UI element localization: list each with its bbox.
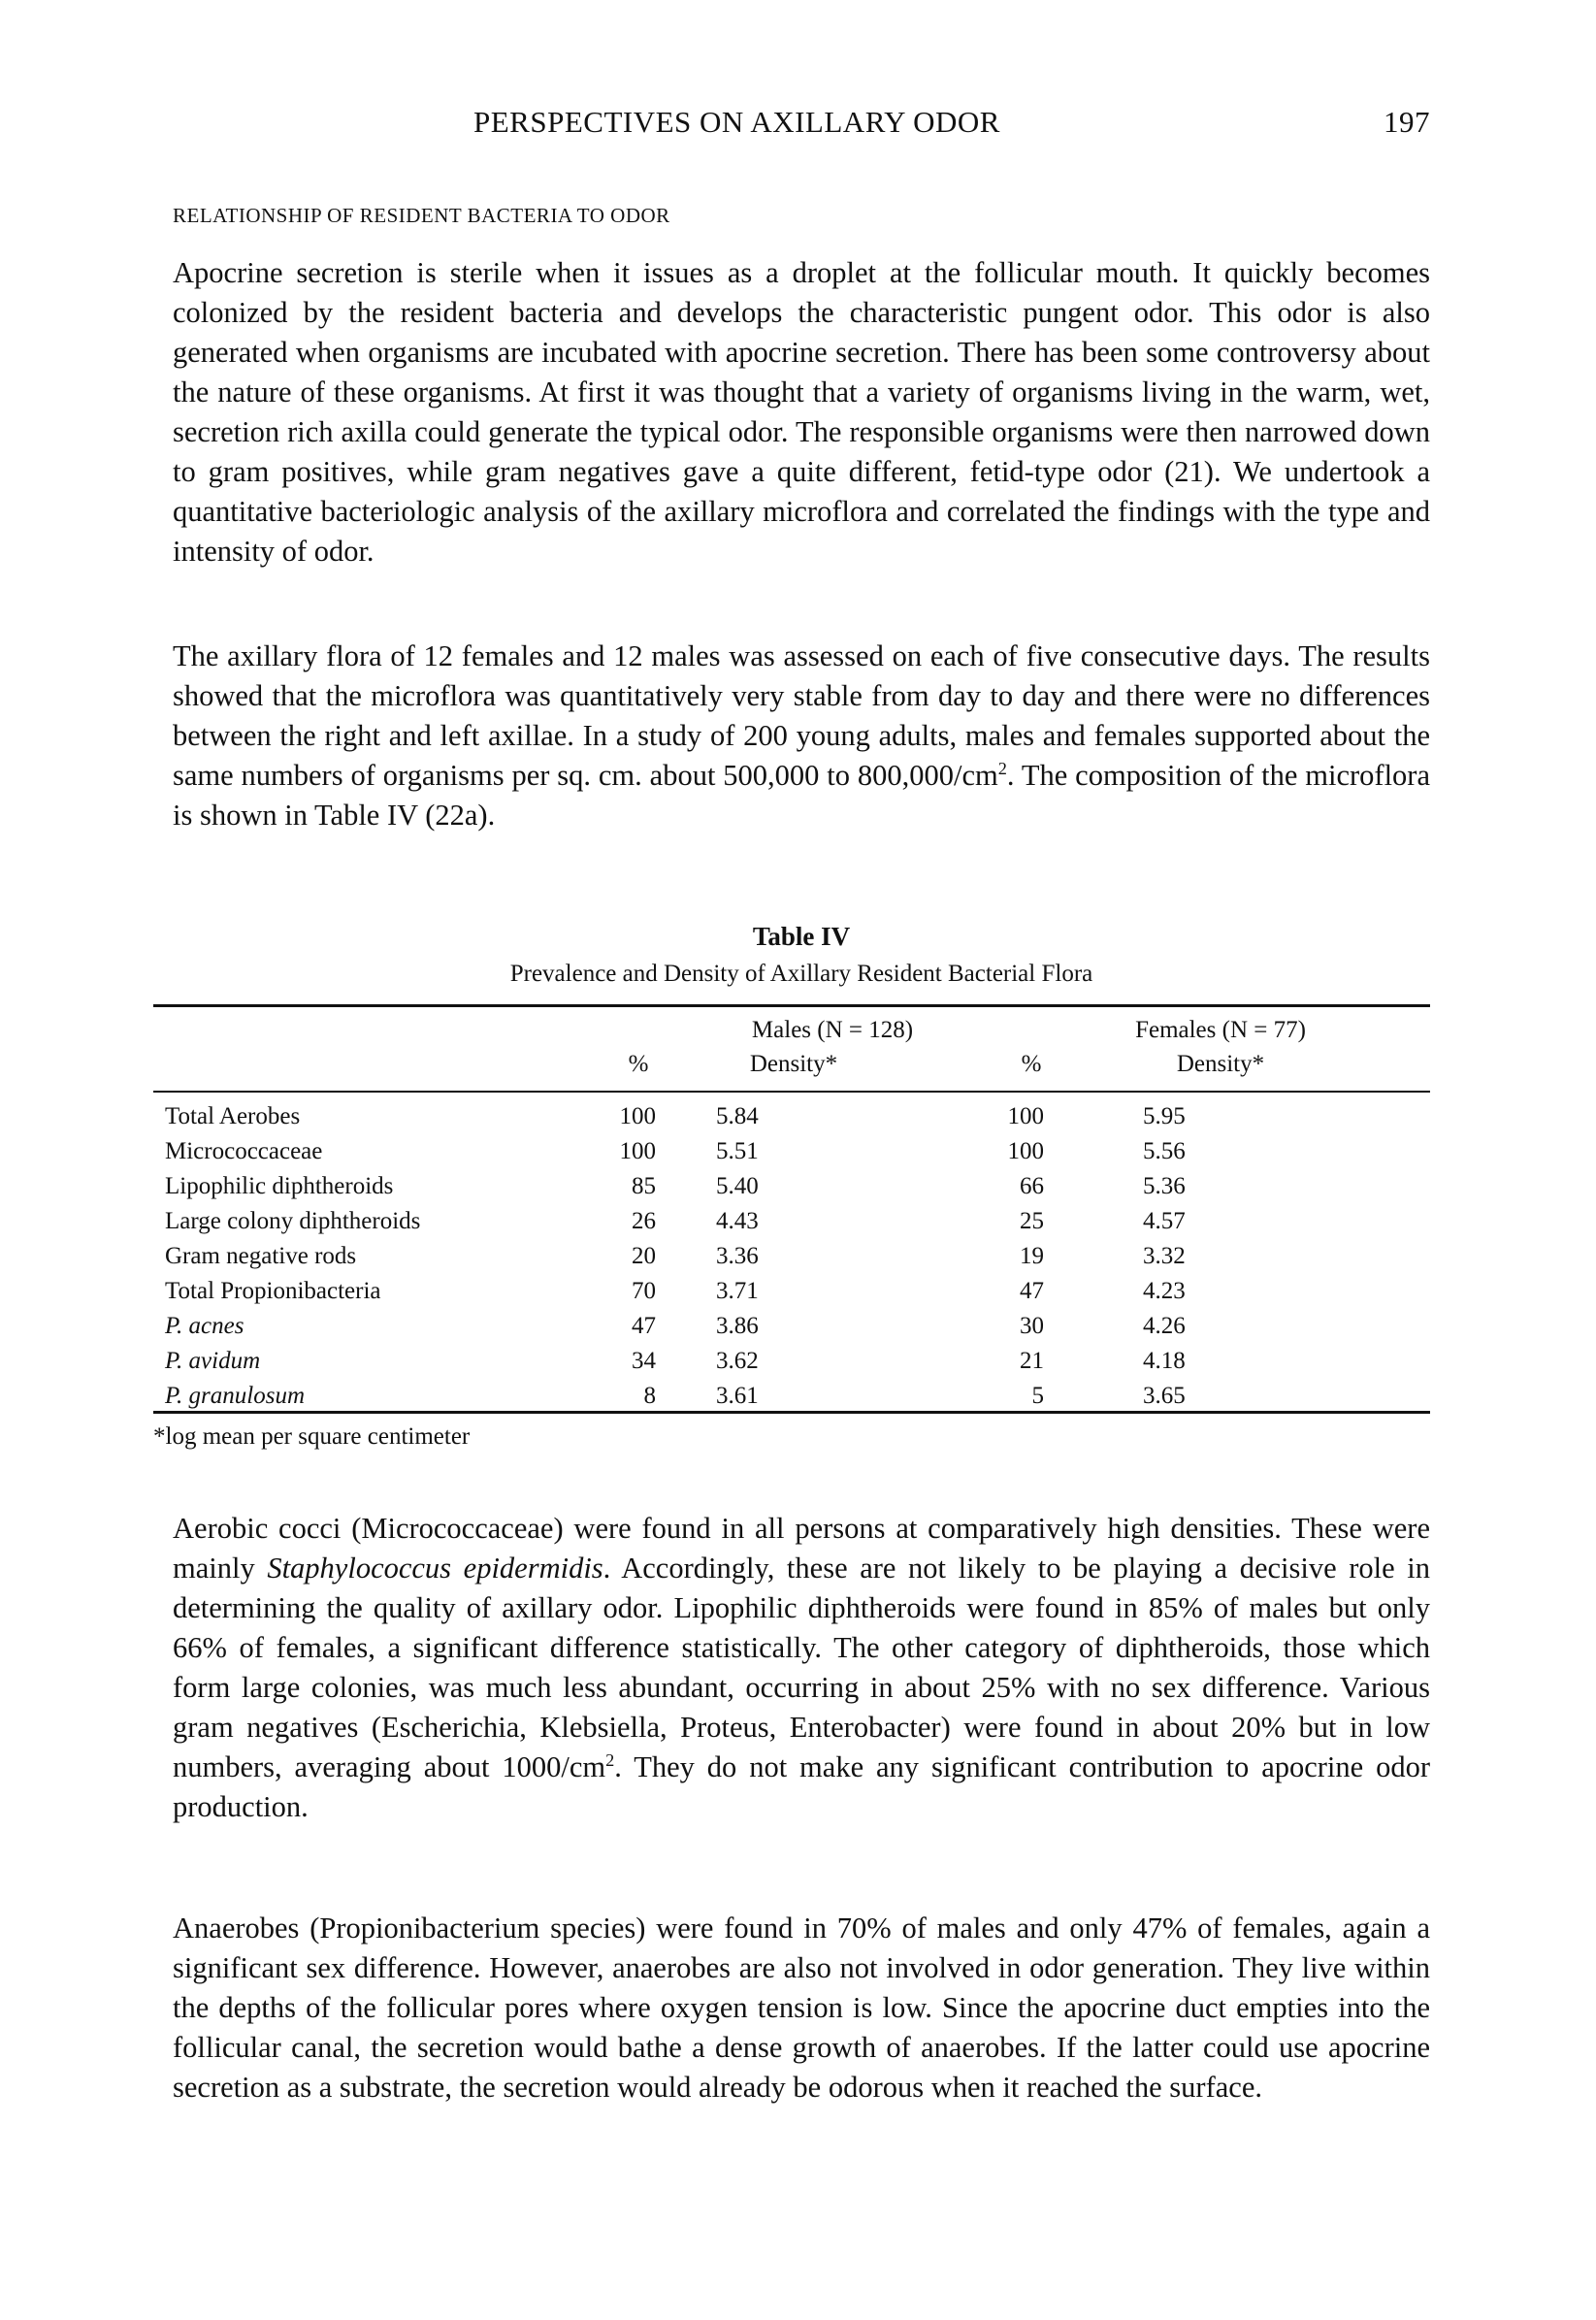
cell-m-den: 5.51: [716, 1138, 759, 1164]
cell-m-pct: 100: [619, 1138, 656, 1164]
cell-f-pct: 5: [1031, 1383, 1044, 1409]
cell-m-den: 3.71: [716, 1278, 759, 1304]
cell-m-pct: 100: [619, 1103, 656, 1129]
cell-f-den: 4.26: [1143, 1313, 1186, 1339]
males-pct-header: %: [628, 1051, 649, 1077]
cell-m-den: 3.61: [716, 1383, 759, 1409]
cell-f-den: 5.95: [1143, 1103, 1186, 1129]
table-body: [165, 1099, 1430, 1414]
cell-f-pct: 30: [1020, 1313, 1044, 1339]
males-group-header: Males (N = 128): [751, 1017, 914, 1043]
cell-m-pct: 85: [632, 1173, 656, 1199]
cell-f-den: 4.23: [1143, 1278, 1186, 1304]
cell-name: P. granulosum: [165, 1383, 306, 1409]
table-row: [165, 1204, 1430, 1239]
cell-f-den: 4.18: [1143, 1348, 1186, 1374]
cell-name: Micrococcaceae: [165, 1138, 323, 1164]
table-row: [165, 1169, 1430, 1204]
paragraph-3-text-end: . They do not make any significant contribution to apocrine odor production.: [173, 1750, 1431, 1823]
cell-f-pct: 25: [1020, 1208, 1044, 1234]
species-name: Staphylococcus epidermidis: [267, 1552, 603, 1585]
cell-f-pct: 19: [1020, 1243, 1044, 1269]
table-row: [165, 1309, 1430, 1344]
paragraph-3-text: Aerobic cocci (Micrococcaceae) were found in all persons at comparatively high densities. These were mainly: [173, 1512, 1430, 1585]
table-row: [165, 1344, 1430, 1379]
paragraph-2-text: The axillary flora of 12 females and 12 males was assessed on each of five consecutive days. The results showed that the microflora was quantitatively very stable from day to day and there were no differences between the right and left axillae. In a study of 200 young adults, males and females supported about the same numbers of organisms per sq. cm. about 500,000 to 800,000/cm: [173, 639, 1430, 792]
cell-m-den: 3.86: [716, 1313, 759, 1339]
table-row: [165, 1274, 1430, 1309]
table-row: [165, 1379, 1430, 1414]
females-group-header: Females (N = 77): [1135, 1017, 1306, 1043]
running-head: [173, 105, 1430, 144]
running-title: PERSPECTIVES ON AXILLARY ODOR: [473, 105, 1000, 139]
table-header-rule: [153, 1091, 1430, 1093]
cell-name: P. acnes: [165, 1313, 244, 1339]
cell-m-pct: 70: [632, 1278, 656, 1304]
cell-f-pct: 100: [1007, 1138, 1044, 1164]
cell-f-pct: 47: [1020, 1278, 1044, 1304]
cell-f-den: 4.57: [1143, 1208, 1186, 1234]
cell-f-den: 3.65: [1143, 1383, 1186, 1409]
females-pct-header: %: [1021, 1051, 1042, 1077]
males-density-header: Density*: [749, 1051, 838, 1077]
superscript: 2: [605, 1749, 615, 1770]
cell-name: Large colony diphtheroids: [165, 1208, 421, 1234]
paragraph-2-text-end: . The composition of the microflora is shown in Table IV (22a).: [173, 759, 1430, 832]
cell-m-pct: 8: [643, 1383, 656, 1409]
cell-name: Gram negative rods: [165, 1243, 357, 1269]
cell-name: P. avidum: [165, 1348, 261, 1374]
table-title: Table IV: [752, 922, 851, 951]
cell-m-den: 4.43: [716, 1208, 759, 1234]
paragraph-2: [173, 637, 1430, 835]
table-subtitle: Prevalence and Density of Axillary Resident Bacterial Flora: [509, 961, 1093, 987]
cell-name: Total Aerobes: [165, 1103, 301, 1129]
cell-m-den: 5.40: [716, 1173, 759, 1199]
females-density-header: Density*: [1176, 1051, 1265, 1077]
cell-f-den: 5.36: [1143, 1173, 1186, 1199]
cell-f-den: 5.56: [1143, 1138, 1186, 1164]
cell-m-pct: 34: [632, 1348, 656, 1374]
paragraph-1: Apocrine secretion is sterile when it issues as a droplet at the follicular mouth. It quickly becomes colonized by the resident bacteria and develops the characteristic pungent odor. This odor is also generated when organisms are incubated with apocrine secretion. There has been some controversy about the nature of these organisms. At first it was thought that a variety of organisms living in the warm, wet, secretion rich axilla could generate the typical odor. The responsible organisms were then narrowed down to gram positives, while gram negatives gave a quite different, fetid-type odor (21). We undertook a quantitative bacteriologic analysis of the axillary microflora and correlated the findings with the type and intensity of odor.: [173, 256, 1430, 568]
table-row: [165, 1099, 1430, 1134]
cell-f-pct: 21: [1020, 1348, 1044, 1374]
cell-m-den: 3.62: [716, 1348, 759, 1374]
table-bottom-rule: [153, 1411, 1430, 1414]
table-footnote: *log mean per square centimeter: [153, 1423, 471, 1450]
cell-f-pct: 66: [1020, 1173, 1044, 1199]
section-heading: RELATIONSHIP OF RESIDENT BACTERIA TO ODOR: [173, 204, 670, 227]
cell-m-den: 3.36: [716, 1243, 759, 1269]
paragraph-3-text-mid: . Accordingly, these are not likely to be playing a decisive role in determining the quality of axillary odor. Lipophilic diphtheroids were found in 85% of males but only 66% of females, a significant difference statistically. The other category of diphtheroids, those which form large colonies, was much less abundant, occurring in about 25% with no sex difference. Various gram negatives (Escherichia, Klebsiella, Proteus, Enterobacter) were found in about 20% but in low numbers, averaging about 1000/cm: [173, 1552, 1430, 1783]
cell-f-pct: 100: [1007, 1103, 1044, 1129]
cell-m-pct: 47: [632, 1313, 656, 1339]
table-row: [165, 1134, 1430, 1169]
cell-f-den: 3.32: [1143, 1243, 1186, 1269]
cell-m-pct: 26: [632, 1208, 656, 1234]
superscript: 2: [997, 758, 1007, 778]
page-number: 197: [1384, 105, 1430, 139]
cell-name: Total Propionibacteria: [165, 1278, 381, 1304]
paragraph-4: Anaerobes (Propionibacterium species) were found in 70% of males and only 47% of females, again a significant sex difference. However, anaerobes are also not involved in odor generation. They live within the depths of the follicular pores where oxygen tension is low. Since the apocrine duct empties into the follicular canal, the secretion would bathe a dense growth of anaerobes. If the latter could use apocrine secretion as a substrate, the secretion would already be odorous when it reached the surface.: [173, 1912, 1430, 2104]
cell-name: Lipophilic diphtheroids: [165, 1173, 394, 1199]
cell-m-den: 5.84: [716, 1103, 759, 1129]
table-row: [165, 1239, 1430, 1274]
table-top-rule: [153, 1004, 1430, 1007]
cell-m-pct: 20: [632, 1243, 656, 1269]
paragraph-3: [173, 1509, 1430, 1827]
